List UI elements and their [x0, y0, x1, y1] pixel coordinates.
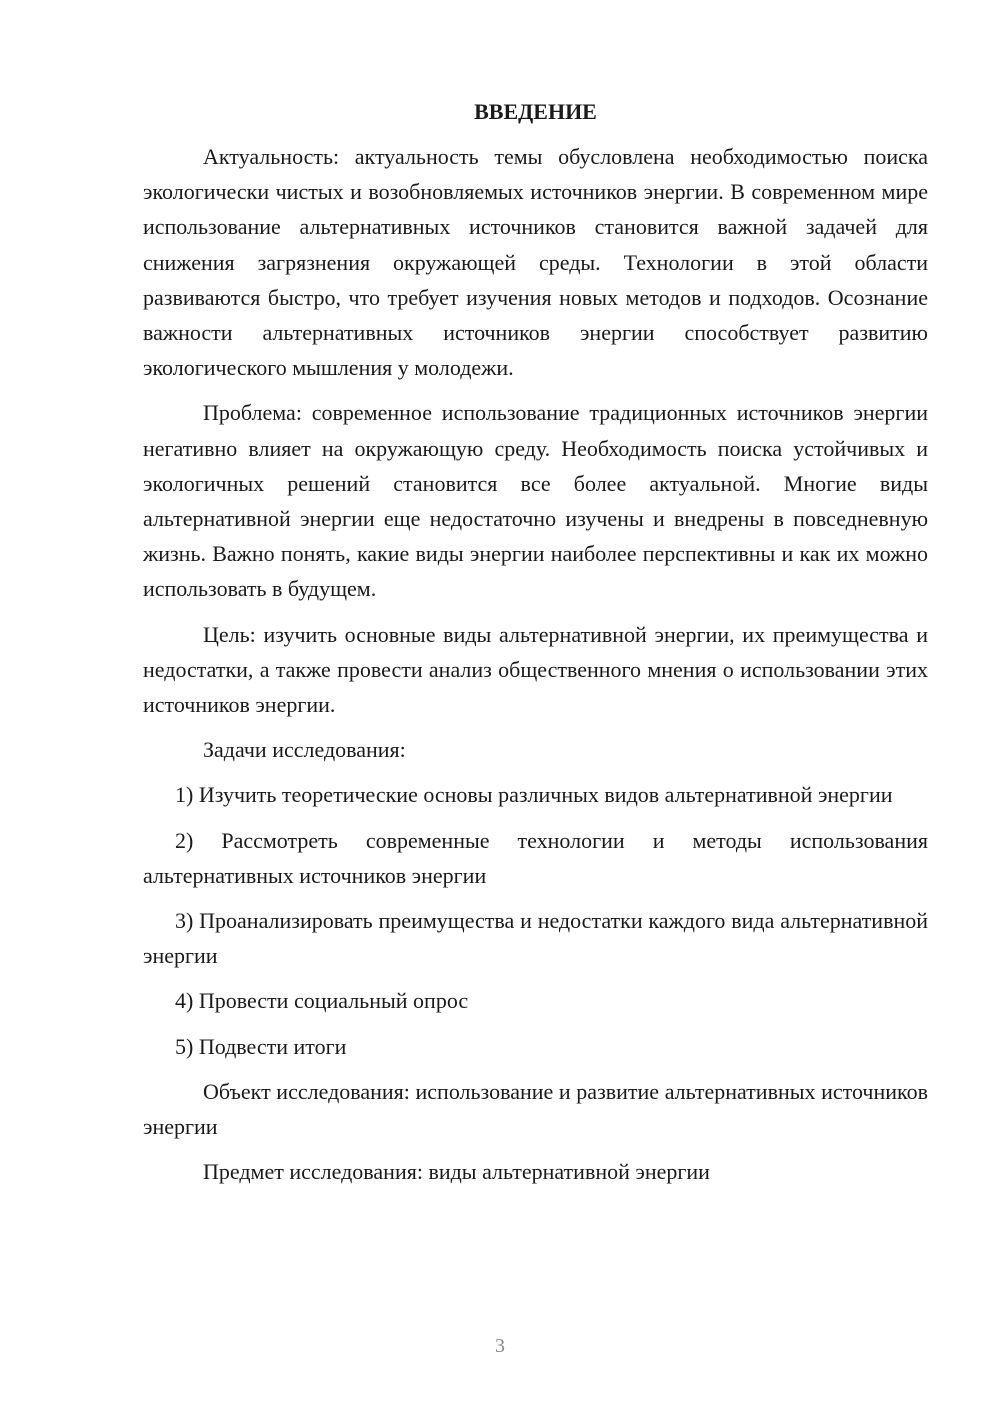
subject-paragraph: Предмет исследования: виды альтернативной энергии: [203, 1159, 710, 1185]
task-item-2: 2) Рассмотреть современные технологии и методы использования альтернативных источников энергии: [143, 827, 928, 888]
problem-paragraph: Проблема: современное использование традиционных источников энергии негативно влияет на окружающую среду. Необходимость поиска устойчивых и экологичных решений становится все более актуальной. Многие виды альтернативной энергии еще недостаточно изучены и внедрены в повседневную жизнь. Важно понять, какие виды энергии наиболее перспективны и как их можно использовать в будущем.: [143, 400, 928, 602]
page-number: 3: [495, 1335, 505, 1357]
tasks-heading: Задачи исследования:: [203, 737, 406, 763]
page-body: [143, 94, 928, 1199]
object-paragraph: Объект исследования: использование и развитие альтернативных источников энергии: [143, 1078, 928, 1140]
task-item-1: 1) Изучить теоретические основы различных видов альтернативной энергии: [175, 782, 893, 808]
task-item-4: 4) Провести социальный опрос: [175, 988, 469, 1014]
section-title: ВВЕДЕНИЕ: [474, 99, 597, 124]
relevance-paragraph: Актуальность: актуальность темы обусловлена необходимостью поиска экологически чистых и возобновляемых источников энергии. В современном мире использование альтернативных источников становится важной задачей для снижения загрязнения окружающей среды. Технологии в этой области развиваются быстро, что требует изучения новых методов и подходов. Осознание важности альтернативных источников энергии способствует развитию экологического мышления у молодежи.: [143, 144, 928, 381]
task-item-5: 5) Подвести итоги: [175, 1033, 347, 1059]
goal-paragraph: Цель: изучить основные виды альтернативной энергии, их преимущества и недостатки, а также провести анализ общественного мнения о использовании этих источников энергии.: [143, 621, 928, 718]
task-item-3: 3) Проанализировать преимущества и недостатки каждого вида альтернативной энергии: [143, 908, 928, 969]
tasks-list: [143, 777, 928, 1063]
